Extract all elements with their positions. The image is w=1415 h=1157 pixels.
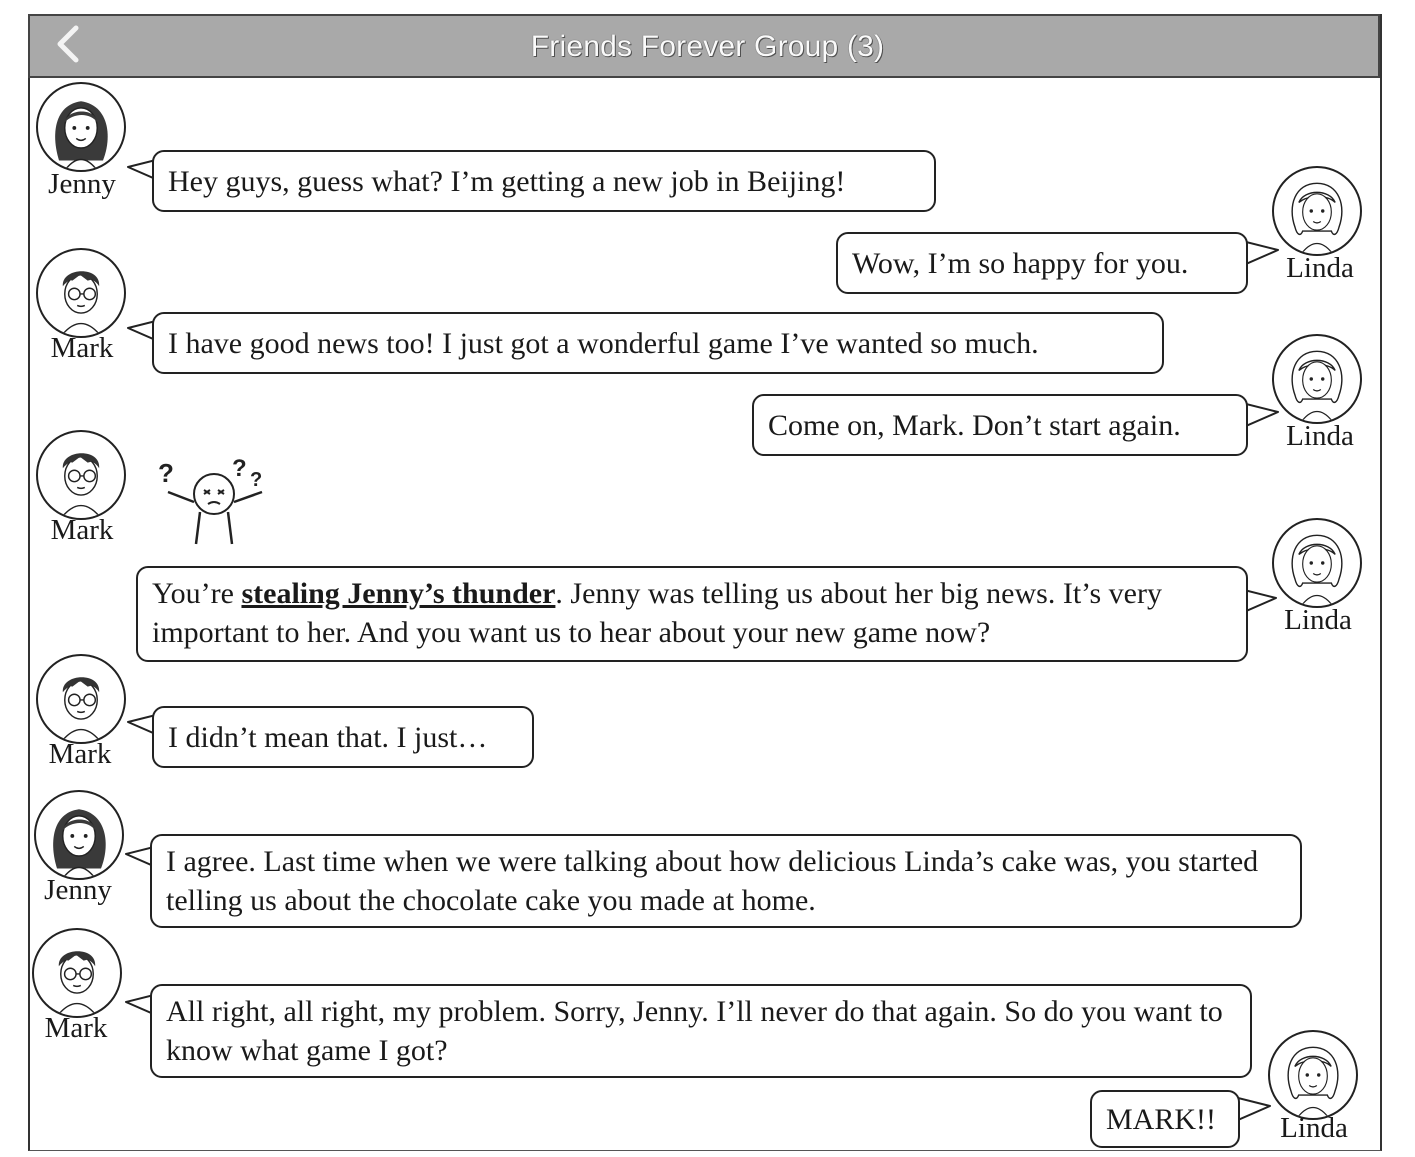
sender-name: Mark (44, 1012, 108, 1044)
bubble-tail (1246, 400, 1280, 434)
message-text: All right, all right, my problem. Sorry, Jenny. I’ll never do that again. So do you want to know what game I got? (166, 995, 1223, 1067)
message-bubble[interactable] (152, 706, 534, 768)
sender-name: Mark (48, 738, 112, 770)
message-bubble[interactable] (136, 566, 1248, 662)
emphasized-phrase: stealing Jenny’s thunder (241, 577, 556, 610)
message-bubble[interactable] (1090, 1090, 1240, 1148)
message-bubble[interactable] (152, 150, 936, 212)
avatar-jenny[interactable] (34, 790, 124, 880)
avatar-linda[interactable] (1272, 166, 1362, 256)
avatar-mark[interactable] (36, 430, 126, 520)
avatar-mark[interactable] (32, 928, 122, 1018)
avatar-jenny[interactable] (36, 82, 126, 172)
bubble-tail (1238, 1094, 1272, 1128)
svg-text:?: ? (158, 458, 174, 488)
sender-name: Mark (50, 332, 114, 364)
avatar-linda[interactable] (1268, 1030, 1358, 1120)
avatar-linda[interactable] (1272, 334, 1362, 424)
avatar-mark[interactable] (36, 248, 126, 338)
message-text: I have good news too! I just got a wonderful game I’ve wanted so much. (168, 326, 1039, 360)
sender-name: Linda (1286, 420, 1354, 452)
svg-text:?: ? (250, 469, 263, 491)
message-bubble[interactable] (152, 312, 1164, 374)
sender-name: Linda (1286, 252, 1354, 284)
avatar-mark[interactable] (36, 654, 126, 744)
bubble-tail (1244, 586, 1278, 620)
message-text: I didn’t mean that. I just… (168, 720, 488, 754)
message-bubble[interactable] (150, 834, 1302, 928)
sender-name: Jenny (48, 168, 116, 200)
message-text: Come on, Mark. Don’t start again. (768, 408, 1181, 442)
message-text-part: . Jenny was telling us about her big news. It’s very important to her. And you want us to hear about your new game now? (152, 577, 1162, 649)
message-text: Wow, I’m so happy for you. (852, 246, 1189, 280)
sender-name: Linda (1280, 1112, 1348, 1144)
message-bubble[interactable] (836, 232, 1248, 294)
confused-person-sticker[interactable] (152, 454, 276, 550)
sender-name: Linda (1284, 604, 1352, 636)
sender-name: Jenny (44, 874, 112, 906)
avatar-linda[interactable] (1272, 518, 1362, 608)
message-text-part: You’re (152, 577, 242, 610)
message-text: MARK!! (1106, 1102, 1216, 1136)
page-title: Friends Forever Group (3) (530, 30, 885, 63)
message-text: Hey guys, guess what? I’m getting a new job in Beijing! (168, 164, 846, 198)
bubble-tail (1246, 238, 1280, 272)
sender-name: Mark (50, 514, 114, 546)
message-text (152, 574, 1232, 652)
message-text: I agree. Last time when we were talking about how delicious Linda’s cake was, you started telling us about the chocolate cake you made at home. (166, 845, 1259, 917)
message-bubble[interactable] (752, 394, 1248, 456)
message-bubble[interactable] (150, 984, 1252, 1078)
svg-text:?: ? (232, 455, 247, 482)
